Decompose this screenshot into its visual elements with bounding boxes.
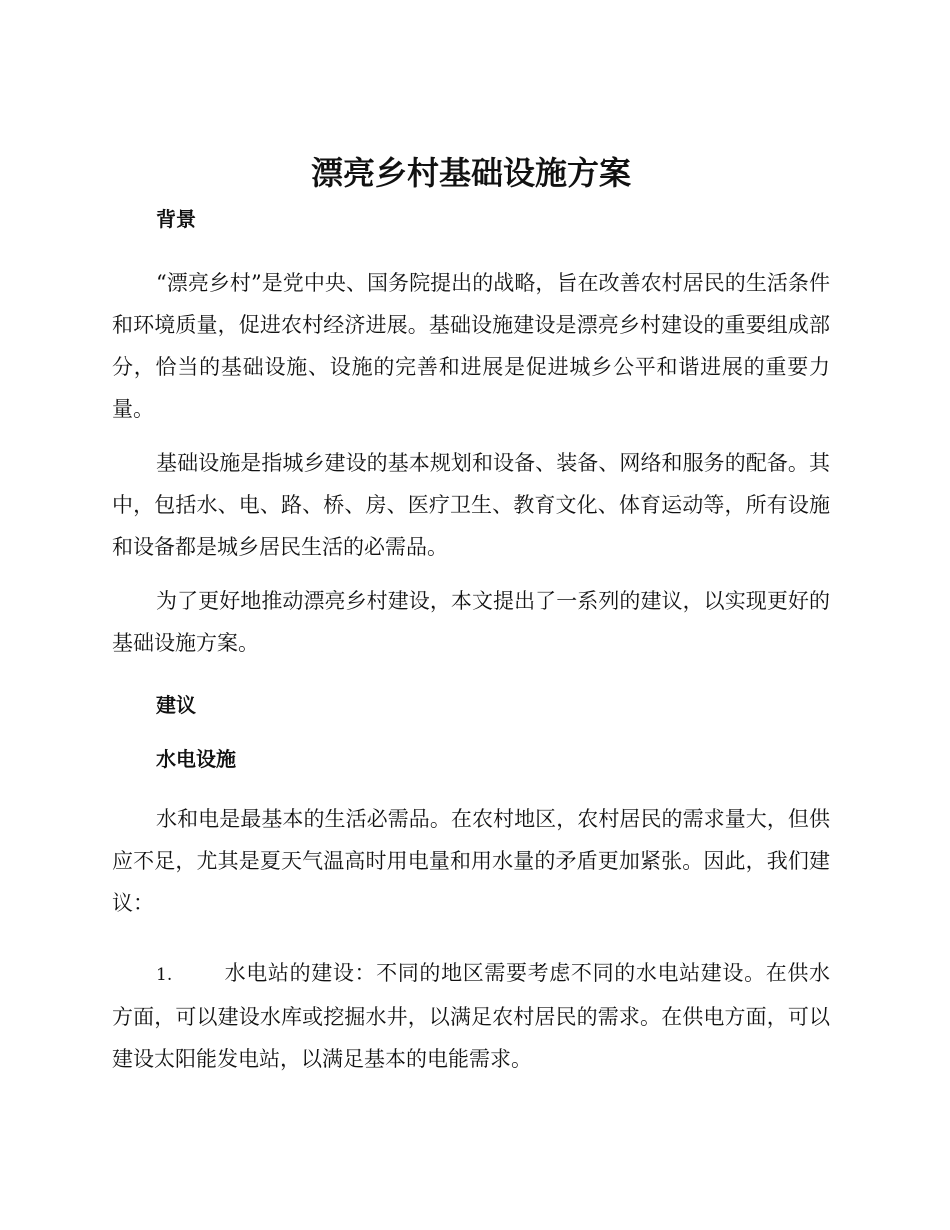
list-item <box>112 952 830 1080</box>
paragraph-water-electricity: 水和电是最基本的生活必需品。在农村地区，农村居民的需求量大，但供应不足，尤其是夏天气温高时用电量和用水量的矛盾更加紧张。因此，我们建议： <box>112 807 830 915</box>
document-title: 漂亮乡村基础设施方案 <box>310 154 631 192</box>
list-item-number: 1. <box>156 965 173 985</box>
section-heading-background: 背景 <box>156 207 196 231</box>
list-item-text: 水电站的建设：不同的地区需要考虑不同的水电站建设。在供水方面，可以建设水库或挖掘水井，以满足农村居民的需求。在供电方面，可以建设太阳能发电站，以满足基本的电能需求。 <box>112 961 830 1071</box>
document-page <box>112 150 830 1080</box>
paragraph-background-1: “漂亮乡村”是党中央、国务院提出的战略，旨在改善农村居民的生活条件和环境质量，促进农村经济进展。基础设施建设是漂亮乡村建设的重要组成部分，恰当的基础设施、设施的完善和进展是促进城乡公平和谐进展的重要力量。 <box>112 271 830 421</box>
paragraph-background-3: 为了更好地推动漂亮乡村建设，本文提出了一系列的建议，以实现更好的基础设施方案。 <box>112 589 830 655</box>
section-heading-suggestions: 建议 <box>156 693 196 717</box>
paragraph-background-2: 基础设施是指城乡建设的基本规划和设备、装备、网络和服务的配备。其中，包括水、电、路、桥、房、医疗卫生、教育文化、体育运动等，所有设施和设备都是城乡居民生活的必需品。 <box>112 451 830 559</box>
subsection-heading-water-electricity: 水电设施 <box>156 747 236 771</box>
